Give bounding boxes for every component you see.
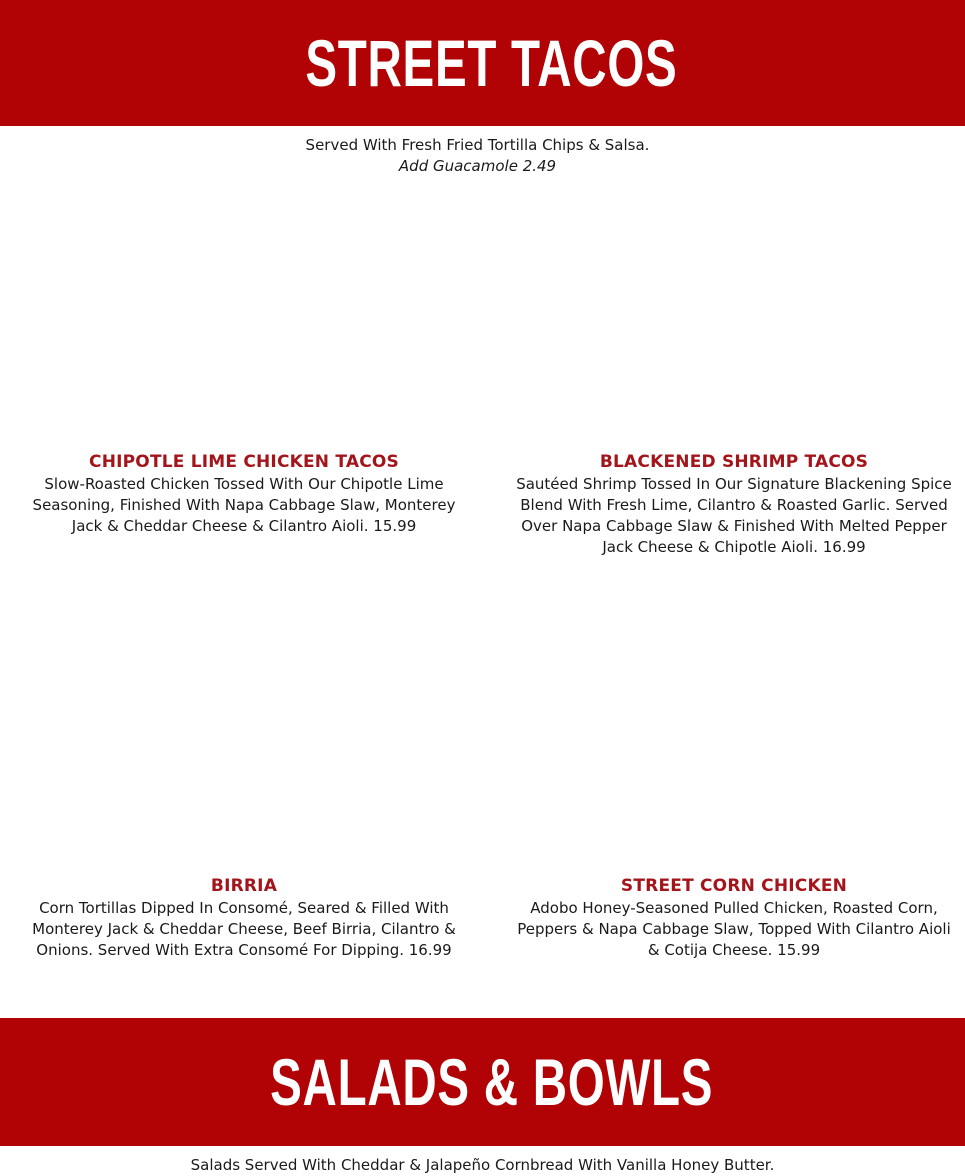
menu-item-street-corn-chicken bbox=[514, 874, 954, 961]
menu-item-description: Adobo Honey-Seasoned Pulled Chicken, Roasted Corn, Peppers & Napa Cabbage Slaw, Topped With Cilantro Aioli & Cotija Cheese. 15.99 bbox=[517, 899, 951, 959]
salads-bowls-banner bbox=[0, 1018, 965, 1146]
menu-item-blackened-shrimp-tacos bbox=[514, 450, 954, 558]
menu-item-description: Slow-Roasted Chicken Tossed With Our Chipotle Lime Seasoning, Finished With Napa Cabbage Slaw, Monterey Jack & Cheddar Cheese & Cilantro Aioli. 15.99 bbox=[32, 475, 456, 535]
salads-bowls-title: SALADS & BOWLS bbox=[269, 1045, 714, 1119]
menu-item-name: BIRRIA bbox=[210, 876, 278, 896]
menu-item-chipotle-lime-chicken-tacos bbox=[24, 450, 464, 537]
menu-item-name: BLACKENED SHRIMP TACOS bbox=[599, 452, 869, 472]
menu-item-description: Corn Tortillas Dipped In Consomé, Seared & Filled With Monterey Jack & Cheddar Cheese, Beef Birria, Cilantro & Onions. Served With Extra Consomé For Dipping. 16.99 bbox=[32, 899, 456, 959]
tacos-intro-text: Served With Fresh Fried Tortilla Chips & Salsa. bbox=[305, 136, 650, 154]
menu-item-birria bbox=[24, 874, 464, 961]
street-tacos-title: STREET TACOS bbox=[305, 26, 678, 100]
salads-intro-text: Salads Served With Cheddar & Jalapeño Cornbread With Vanilla Honey Butter. bbox=[190, 1156, 775, 1174]
guacamole-addon-text: Add Guacamole 2.49 bbox=[398, 157, 557, 175]
menu-item-name: CHIPOTLE LIME CHICKEN TACOS bbox=[89, 452, 399, 472]
menu-item-description: Sautéed Shrimp Tossed In Our Signature Blackening Spice Blend With Fresh Lime, Cilantro & Roasted Garlic. Served Over Napa Cabbage Slaw & Finished With Melted Pepper Jack Cheese & Chipotle Aioli. 16.99 bbox=[516, 475, 952, 556]
street-tacos-banner bbox=[0, 0, 965, 126]
menu-item-name: STREET CORN CHICKEN bbox=[620, 876, 848, 896]
